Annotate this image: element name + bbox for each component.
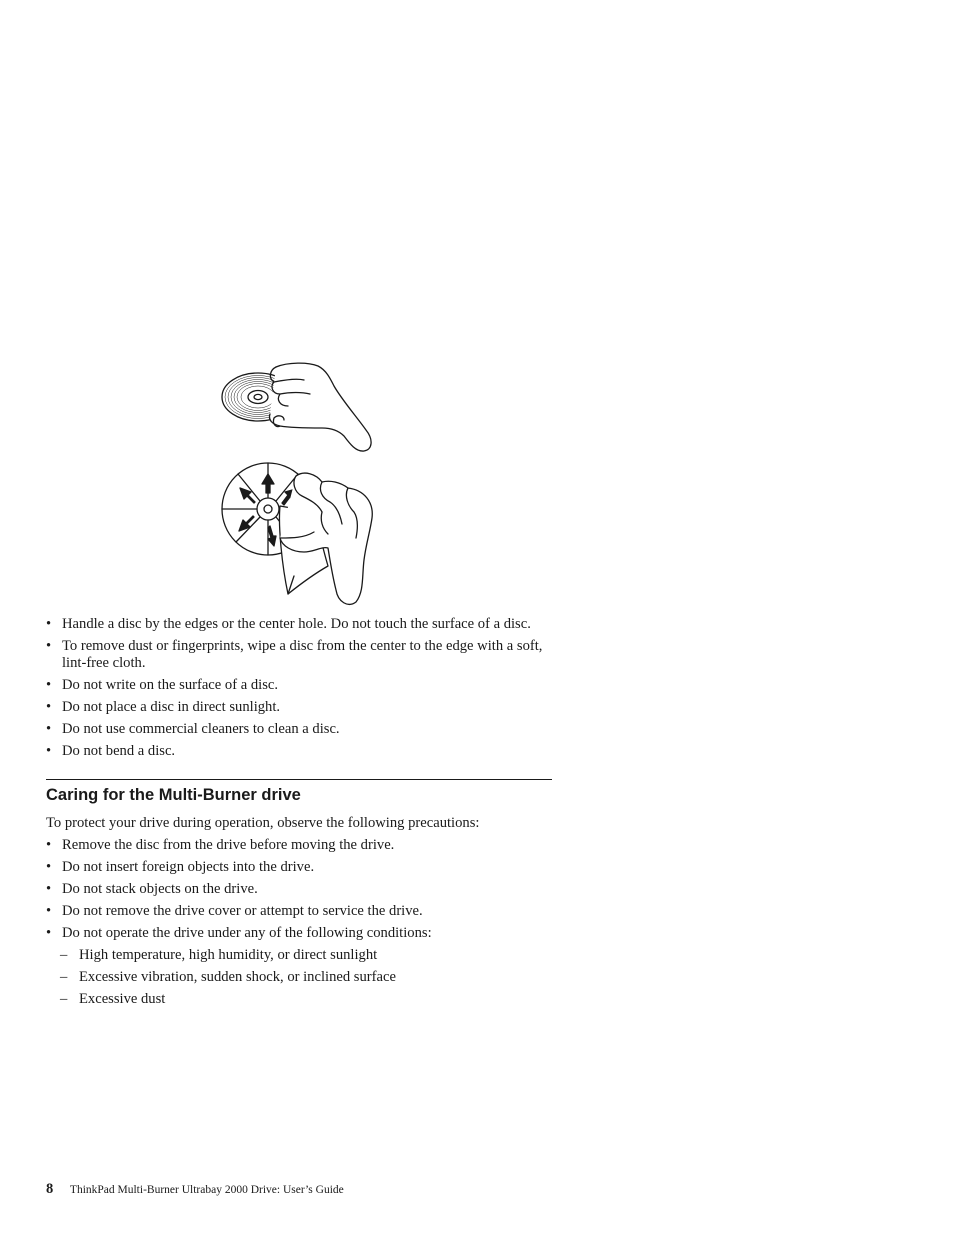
list-item: • To remove dust or fingerprints, wipe a disc from the center to the edge with a soft, lint-free cloth. bbox=[46, 638, 552, 672]
disc-wiping-figure bbox=[222, 463, 372, 604]
list-item: • Remove the disc from the drive before moving the drive. bbox=[46, 837, 552, 854]
list-item: • Do not remove the drive cover or attempt to service the drive. bbox=[46, 903, 552, 920]
list-item: – Excessive dust bbox=[46, 991, 552, 1008]
list-item: – Excessive vibration, sudden shock, or inclined surface bbox=[46, 969, 552, 986]
disc-held-by-edge-figure bbox=[222, 363, 371, 451]
list-item: • Do not stack objects on the drive. bbox=[46, 881, 552, 898]
list-item: • Do not place a disc in direct sunlight. bbox=[46, 699, 552, 716]
drive-precautions-list bbox=[46, 837, 552, 942]
section-divider bbox=[46, 779, 552, 780]
list-item: • Do not use commercial cleaners to clean a disc. bbox=[46, 721, 552, 738]
section-intro: To protect your drive during operation, observe the following precautions: bbox=[46, 815, 480, 831]
list-item: • Do not write on the surface of a disc. bbox=[46, 677, 552, 694]
operating-conditions-list bbox=[46, 947, 552, 1008]
disc-handling-illustration bbox=[218, 356, 378, 608]
page-footer bbox=[46, 1181, 344, 1198]
section-title: Caring for the Multi-Burner drive bbox=[46, 786, 301, 804]
page-number: 8 bbox=[46, 1181, 54, 1197]
list-item: • Do not operate the drive under any of the following conditions: bbox=[46, 925, 552, 942]
page-content bbox=[46, 616, 552, 1013]
list-item: • Handle a disc by the edges or the center hole. Do not touch the surface of a disc. bbox=[46, 616, 552, 633]
list-item: • Do not insert foreign objects into the drive. bbox=[46, 859, 552, 876]
disc-handling-list bbox=[46, 616, 552, 760]
list-item: • Do not bend a disc. bbox=[46, 743, 552, 760]
list-item: – High temperature, high humidity, or direct sunlight bbox=[46, 947, 552, 964]
footer-title: ThinkPad Multi-Burner Ultrabay 2000 Drive: User’s Guide bbox=[69, 1184, 344, 1196]
